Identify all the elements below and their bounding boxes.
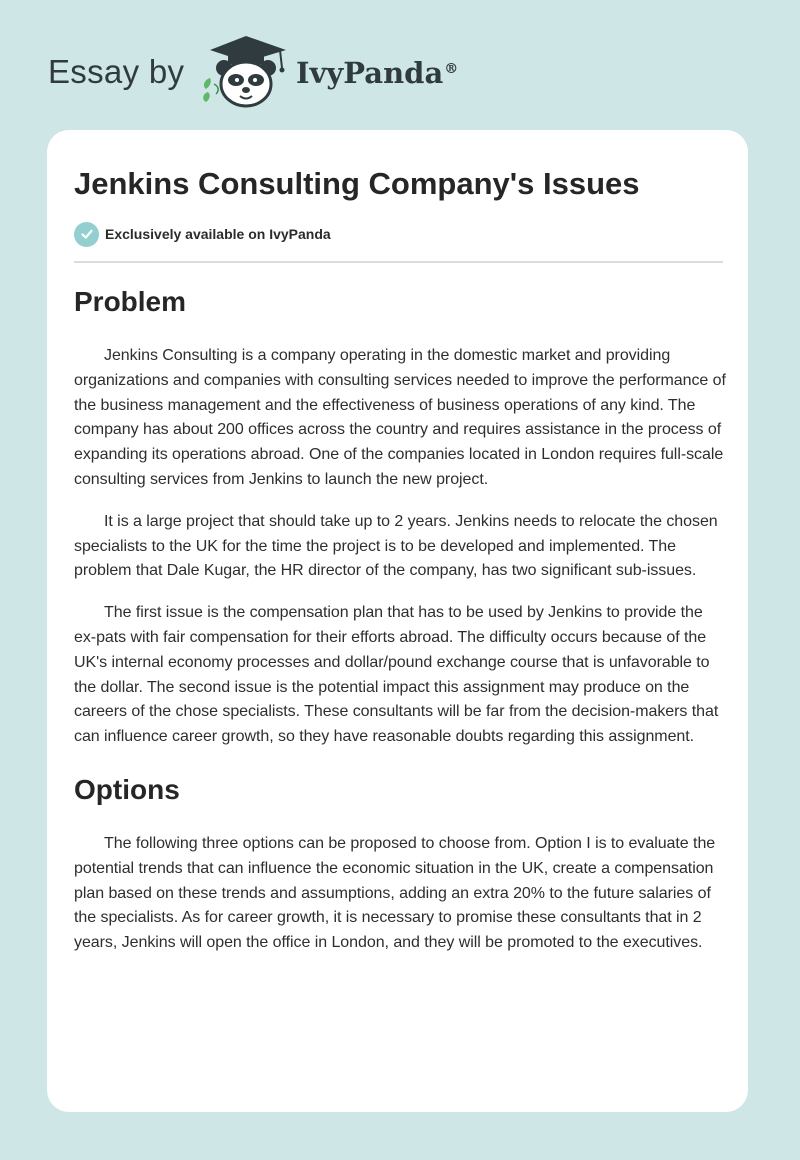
article-body	[74, 279, 726, 973]
registered-mark: ®	[444, 61, 459, 77]
brand-name[interactable]	[296, 54, 458, 92]
brand-prefix: Essay by	[48, 53, 185, 90]
paragraph: The following three options can be proposed to choose from. Option I is to evaluate the potential trends that can influence the economic situation in the UK, create a compensation plan based on these trends and assumptions, adding an extra 20% to the future salaries of the specialists. As for career growth, it is necessary to promise these consultants that in 2 years, Jenkins will open the office in London, and they will be promoted to the executives.	[74, 834, 716, 952]
paragraph: Jenkins Consulting is a company operating in the domestic market and providing organizations and companies with consulting services needed to improve the performance of the business management and the effectiveness of business operations of any kind. The company has about 200 offices across the country and requires assistance in the process of expanding its operations abroad. One of the companies located in London requires full-scale consulting services from Jenkins to launch the new project.	[74, 347, 726, 488]
exclusive-badge	[74, 221, 331, 247]
site-header	[0, 0, 800, 130]
section-heading-options: Options	[74, 773, 180, 805]
article-card	[47, 130, 748, 1112]
check-icon	[74, 222, 99, 247]
paragraph: The first issue is the compensation plan that has to be used by Jenkins to provide the ex-pats with fair compensation for their efforts abroad. The difficulty occurs because of the UK's internal economy processes and dollar/pound exchange course that is unfavorable to the dollar. The second issue is the potential impact this assignment may produce on the careers of the chose specialists. These consultants will be far from the decision-makers that can influence career growth, so they have reasonable doubts regarding this assignment.	[74, 604, 719, 746]
badge-text: Exclusively available on IvyPanda	[105, 226, 331, 242]
page-title: Jenkins Consulting Company's Issues	[74, 166, 640, 201]
panda-graduate-icon[interactable]	[200, 34, 292, 110]
section-heading-problem: Problem	[74, 286, 187, 317]
brand-name-text: IvyPanda	[296, 56, 444, 90]
divider	[74, 261, 723, 263]
paragraph: It is a large project that should take up to 2 years. Jenkins needs to relocate the chosen specialists to the UK for the time the project is to be developed and implemented. The problem that Dale Kugar, the HR director of the company, has two significant sub-issues.	[74, 512, 718, 580]
